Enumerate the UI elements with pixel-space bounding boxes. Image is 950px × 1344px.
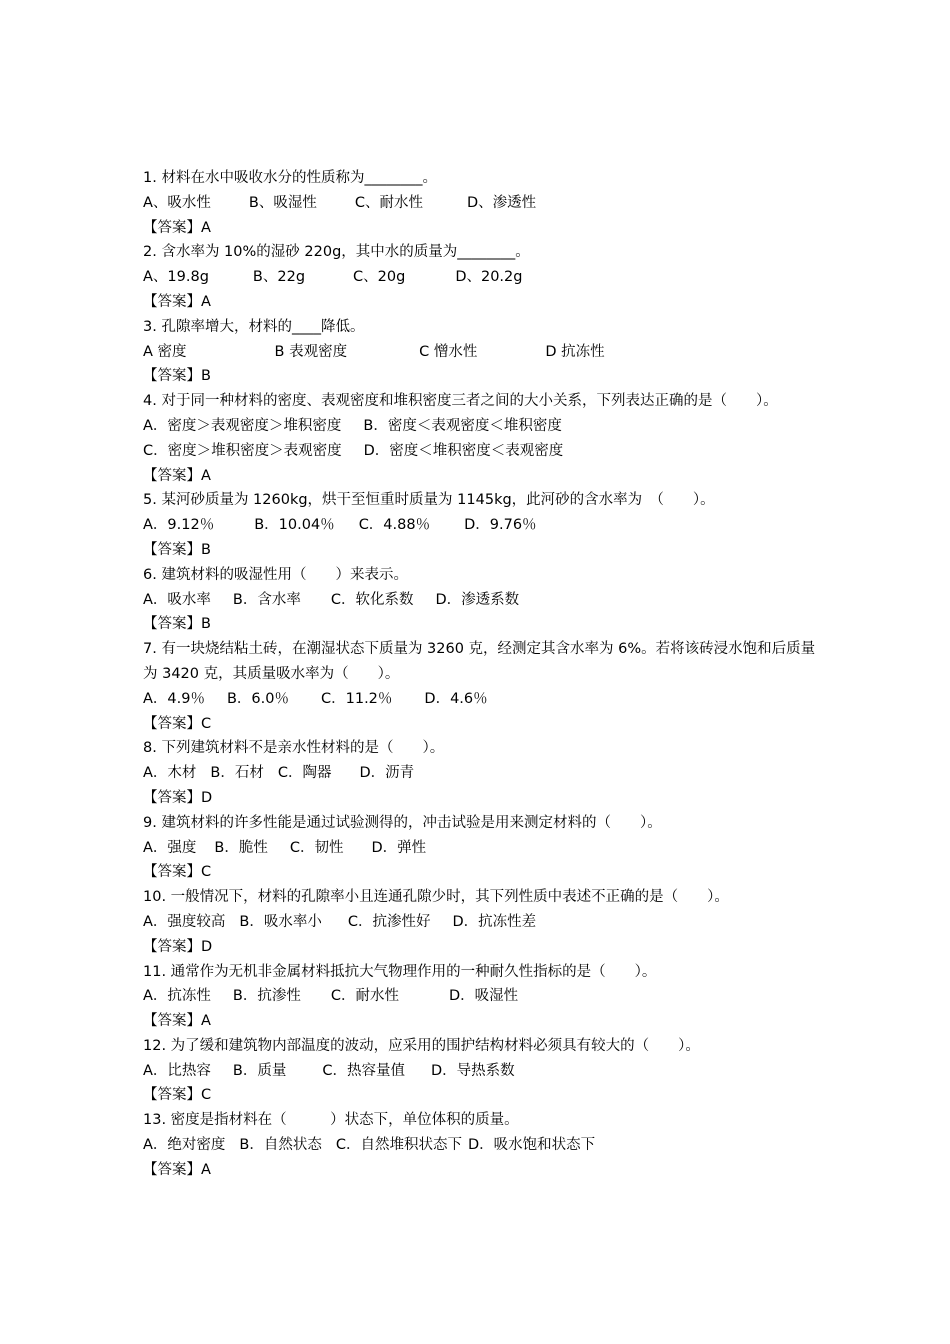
option-d: D 抗冻性 <box>545 343 605 360</box>
option-b: B．6.0％ <box>226 690 289 707</box>
question-block <box>143 885 823 959</box>
option-a: A．4.9％ <box>143 690 205 707</box>
option-row <box>143 191 823 216</box>
option-a: A．强度 <box>143 839 197 856</box>
option-c: C．软化系数 <box>330 591 414 608</box>
question-stem: 4. 对于同一种材料的密度、表观密度和堆积密度三者之间的大小关系，下列表达正确的是（ ）。 <box>143 393 778 410</box>
option-c: C、20g <box>353 269 406 286</box>
question-stem: 13. 密度是指材料在（ ）状态下，单位体积的质量。 <box>143 1112 519 1129</box>
answer-line: 【答案】A <box>143 467 211 484</box>
question-block <box>143 811 823 885</box>
option-c: C．韧性 <box>289 839 344 856</box>
option-a: A．密度＞表观密度＞堆积密度 <box>143 417 342 434</box>
question-stem: 10. 一般情况下，材料的孔隙率小且连通孔隙少时，其下列性质中表述不正确的是（ ）。 <box>143 889 729 906</box>
option-row <box>143 588 823 613</box>
option-d: D．抗冻性差 <box>452 913 537 930</box>
question-block <box>143 637 823 736</box>
option-d: D．吸湿性 <box>449 988 519 1005</box>
option-b: B．抗渗性 <box>232 988 301 1005</box>
question-block <box>143 240 823 314</box>
option-b: B 表观密度 <box>274 343 348 360</box>
option-d: D．9.76％ <box>464 517 537 534</box>
question-block <box>143 315 823 389</box>
option-c: C．热容量值 <box>322 1062 405 1079</box>
option-c: C．陶器 <box>277 765 332 782</box>
question-stem: 2. 含水率为 10%的湿砂 220g，其中水的质量为________。 <box>143 244 530 261</box>
answer-line: 【答案】A <box>143 219 211 236</box>
option-b: B．自然状态 <box>239 1137 322 1154</box>
question-block <box>143 389 823 488</box>
option-row <box>143 439 823 464</box>
question-stem: 5. 某河砂质量为 1260kg，烘干至恒重时质量为 1145kg，此河砂的含水率为 （ ）。 <box>143 492 715 509</box>
option-b: B、22g <box>252 269 306 286</box>
option-a: A．木材 <box>143 765 197 782</box>
option-row <box>143 984 823 1009</box>
option-c: C．自然堆积状态下 <box>335 1137 462 1154</box>
question-stem: 3. 孔隙率增大，材料的____降低。 <box>143 318 365 335</box>
option-a: C．密度＞堆积密度＞表观密度 <box>143 442 342 459</box>
question-stem: 1. 材料在水中吸收水分的性质称为________。 <box>143 170 437 186</box>
answer-line: 【答案】B <box>143 368 211 385</box>
document-body <box>143 166 823 1183</box>
option-row <box>143 414 823 439</box>
question-block <box>143 488 823 562</box>
option-a: A、吸水性 <box>143 194 211 211</box>
option-a: A 密度 <box>143 343 187 360</box>
question-block <box>143 1108 823 1182</box>
option-row <box>143 265 823 290</box>
option-a: A．抗冻性 <box>143 988 211 1005</box>
option-d: D．导热系数 <box>431 1062 515 1079</box>
option-d: D、20.2g <box>455 269 523 286</box>
answer-line: 【答案】C <box>143 1087 212 1104</box>
answer-line: 【答案】B <box>143 616 211 633</box>
question-stem: 8. 下列建筑材料不是亲水性材料的是（ ）。 <box>143 740 445 757</box>
option-row <box>143 1133 823 1158</box>
question-stem: 9. 建筑材料的许多性能是通过试验测得的，冲击试验是用来测定材料的（ ）。 <box>143 814 662 831</box>
question-block <box>143 960 823 1034</box>
option-a: A、19.8g <box>143 269 209 286</box>
option-row <box>143 340 823 365</box>
option-d: D．沥青 <box>359 765 415 782</box>
option-row <box>143 910 823 935</box>
answer-line: 【答案】D <box>143 789 213 806</box>
question-block <box>143 736 823 810</box>
option-a: A．强度较高 <box>143 913 226 930</box>
option-c: C、耐水性 <box>354 194 423 211</box>
option-a: A．比热容 <box>143 1062 211 1079</box>
answer-line: 【答案】A <box>143 293 211 310</box>
option-b: B．10.04％ <box>254 517 335 534</box>
option-d: D．渗透系数 <box>435 591 520 608</box>
option-b: B．密度＜表观密度＜堆积密度 <box>363 417 562 434</box>
option-b: B．含水率 <box>232 591 301 608</box>
option-c: C．抗渗性好 <box>347 913 431 930</box>
option-row <box>143 836 823 861</box>
option-b: B．石材 <box>210 765 264 782</box>
question-stem: 12. 为了缓和建筑物内部温度的波动，应采用的围护结构材料必须具有较大的（ ）。 <box>143 1037 700 1054</box>
option-c: C．11.2％ <box>321 690 393 707</box>
option-c: C 憎水性 <box>419 343 478 360</box>
option-a: A．吸水率 <box>143 591 211 608</box>
option-row <box>143 1059 823 1084</box>
option-d: D．4.6％ <box>424 690 488 707</box>
option-b: B、吸湿性 <box>248 194 317 211</box>
question-stem: 7. 有一块烧结粘土砖，在潮湿状态下质量为 3260 克，经测定其含水率为 6%。若将该砖浸水饱和后质量为 3420 克，其质量吸水率为（ ）。 <box>143 641 816 682</box>
option-c: C．耐水性 <box>330 988 399 1005</box>
option-b: B．吸水率小 <box>239 913 322 930</box>
question-stem: 6. 建筑材料的吸湿性用（ ）来表示。 <box>143 566 408 583</box>
answer-line: 【答案】B <box>143 541 211 558</box>
option-d: D．弹性 <box>371 839 427 856</box>
answer-line: 【答案】A <box>143 1013 211 1030</box>
option-a: A．9.12％ <box>143 517 215 534</box>
option-d: D．吸水饱和状态下 <box>468 1137 596 1154</box>
question-block <box>143 563 823 637</box>
question-block <box>143 166 823 240</box>
option-c: C．4.88％ <box>358 517 431 534</box>
answer-line: 【答案】D <box>143 938 213 955</box>
answer-line: 【答案】C <box>143 864 212 881</box>
option-d: D、渗透性 <box>467 194 537 211</box>
option-row <box>143 513 823 538</box>
option-row <box>143 687 823 712</box>
option-a: A．绝对密度 <box>143 1137 226 1154</box>
option-b: B．脆性 <box>214 839 268 856</box>
option-b: B．质量 <box>232 1062 287 1079</box>
answer-line: 【答案】A <box>143 1161 211 1178</box>
question-stem: 11. 通常作为无机非金属材料抵抗大气物理作用的一种耐久性指标的是（ ）。 <box>143 963 657 980</box>
question-block <box>143 1034 823 1108</box>
option-row <box>143 761 823 786</box>
option-b: D．密度＜堆积密度＜表观密度 <box>363 442 564 459</box>
answer-line: 【答案】C <box>143 715 212 732</box>
